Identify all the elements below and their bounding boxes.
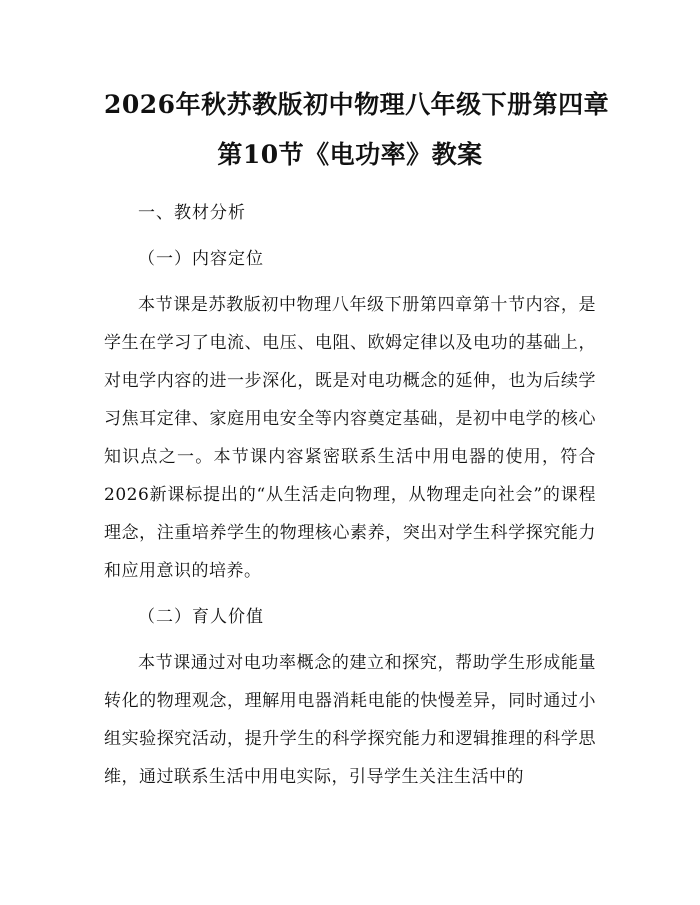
subsection-heading-educational-value: （二）育人价值 <box>138 607 264 627</box>
paragraph-educational-value: 本节课通过对电功率概念的建立和探究，帮助学生形成能量转化的物理观念，理解用电器消耗电能的快慢差异，同时通过小组实验探究活动，提升学生的科学探究能力和逻辑推理的科学思维，通过联系生活中用电实际，引导学生关注生活中的 <box>104 653 596 787</box>
document-title-line1: 2026年秋苏教版初中物理八年级下册第四章 <box>104 90 610 119</box>
section-heading-textbook-analysis: 一、教材分析 <box>138 203 246 223</box>
subsection-heading-content-positioning: （一）内容定位 <box>138 249 264 269</box>
document-title-line2: 第10节《电功率》教案 <box>217 140 483 169</box>
paragraph-content-positioning: 本节课是苏教版初中物理八年级下册第四章第十节内容，是学生在学习了电流、电压、电阻、欧姆定律以及电功的基础上，对电学内容的进一步深化，既是对电功概念的延伸，也为后续学习焦耳定律、家庭用电安全等内容奠定基础，是初中电学的核心知识点之一。本节课内容紧密联系生活中用电器的使用，符合2026新课标提出的“从生活走向物理，从物理走向社会”的课程理念，注重培养学生的物理核心素养，突出对学生科学探究能力和应用意识的培养。 <box>104 295 596 581</box>
